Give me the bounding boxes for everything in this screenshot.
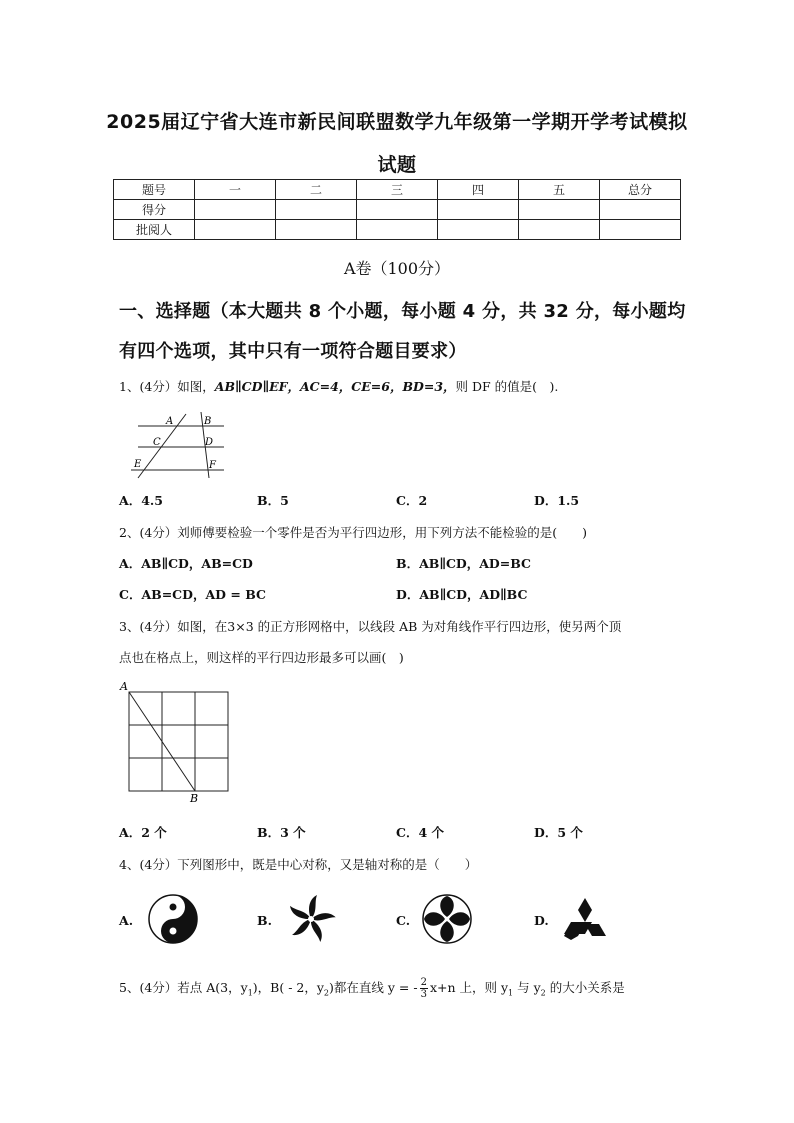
score-cell[interactable]	[357, 200, 438, 220]
header-cell: 五	[519, 180, 600, 200]
q3-option-a[interactable]: A．2 个	[119, 825, 167, 840]
q1-option-b[interactable]: B．5	[257, 493, 289, 508]
label-c: C	[153, 437, 161, 448]
q1-suffix: 则 DF 的值是( ).	[455, 379, 559, 394]
row-label: 批阅人	[114, 220, 195, 240]
label-d: D	[205, 437, 214, 448]
header-cell: 三	[357, 180, 438, 200]
header-cell: 题号	[114, 180, 195, 200]
q4-option-c[interactable]: C.	[396, 913, 411, 928]
q4-option-d[interactable]: D.	[534, 913, 549, 928]
header-cell: 总分	[600, 180, 681, 200]
label-a: A	[166, 416, 174, 427]
section-heading-line2: 有四个选项，其中只有一项符合题目要求）	[119, 341, 467, 362]
volume-label: A卷（100分）	[343, 259, 451, 278]
q1-prefix: 1、(4分）如图，	[119, 379, 215, 394]
score-table-header-row	[114, 180, 681, 200]
question-1	[119, 377, 558, 395]
q3-option-d[interactable]: D．5 个	[534, 825, 583, 840]
document-title-line1: 2025届辽宁省大连市新民间联盟数学九年级第一学期开学考试模拟	[106, 111, 688, 133]
q1-option-c[interactable]: C．2	[396, 493, 428, 508]
question-3-line1: 3、(4分）如图，在3×3 的正方形网格中，以线段 AB 为对角线作平行四边形，使另两个顶	[119, 619, 622, 634]
label-a: A	[120, 680, 128, 693]
q2-option-c[interactable]: C．AB=CD，AD = BC	[119, 587, 266, 602]
q5-sub1: 1	[247, 988, 253, 998]
question-3-line2: 点也在格点上，则这样的平行四边形最多可以画( )	[119, 650, 404, 665]
grid-border	[129, 692, 228, 791]
q5-text-part4: x+n 上，则 y	[429, 980, 509, 995]
label-b: B	[204, 416, 212, 427]
score-cell[interactable]	[519, 200, 600, 220]
three-diamond-logo-icon	[560, 896, 610, 942]
q3-option-c[interactable]: C．4 个	[396, 825, 444, 840]
grader-cell[interactable]	[438, 220, 519, 240]
q4-option-a[interactable]: A.	[119, 913, 134, 928]
grader-cell[interactable]	[519, 220, 600, 240]
question-4: 4、(4分）下列图形中，既是中心对称，又是轴对称的是（ ）	[119, 857, 478, 872]
q5-text-part2: )，B( - 2，y	[252, 980, 324, 995]
q3-grid-figure	[116, 678, 236, 808]
q2-option-d[interactable]: D．AB∥CD，AD∥BC	[396, 587, 528, 602]
score-cell[interactable]	[195, 200, 276, 220]
fraction-numerator: 2	[420, 977, 427, 988]
q5-sub2: 2	[323, 988, 329, 998]
question-2: 2、(4分）刘师傅要检验一个零件是否为平行四边形，用下列方法不能检验的是( )	[119, 525, 588, 540]
transversal-ace	[138, 414, 186, 478]
fraction-denominator: 3	[420, 989, 427, 1000]
q5-fraction	[420, 977, 428, 1000]
label-f: F	[209, 460, 216, 471]
score-cell[interactable]	[600, 200, 681, 220]
grader-cell[interactable]	[357, 220, 438, 240]
header-cell: 一	[195, 180, 276, 200]
q1-parallel-lines-figure	[128, 410, 228, 482]
grader-cell[interactable]	[600, 220, 681, 240]
pinwheel-icon	[285, 893, 337, 945]
four-petal-flower-icon	[421, 893, 473, 945]
yin-yang-icon	[147, 893, 199, 945]
q1-option-d[interactable]: D．1.5	[534, 493, 580, 508]
score-row	[114, 200, 681, 220]
q3-option-b[interactable]: B．3 个	[257, 825, 306, 840]
header-cell: 二	[276, 180, 357, 200]
q4-option-b[interactable]: B.	[257, 913, 272, 928]
label-b: B	[190, 792, 199, 805]
label-e: E	[134, 459, 142, 470]
section-heading-line1: 一、选择题（本大题共 8 个小题，每小题 4 分，共 32 分，每小题均	[119, 301, 686, 322]
q5-text-part6: 的大小关系是	[545, 980, 625, 995]
q2-option-a[interactable]: A．AB∥CD，AB=CD	[119, 556, 253, 571]
score-cell[interactable]	[276, 200, 357, 220]
q2-option-b[interactable]: B．AB∥CD，AD=BC	[396, 556, 531, 571]
question-5	[119, 977, 625, 1000]
row-label: 得分	[114, 200, 195, 220]
header-cell: 四	[438, 180, 519, 200]
score-table	[113, 179, 681, 240]
grader-cell[interactable]	[276, 220, 357, 240]
score-cell[interactable]	[438, 200, 519, 220]
q1-condition: AB∥CD∥EF，AC=4，CE=6，BD=3，	[214, 379, 456, 394]
q5-sub3: 1	[508, 988, 514, 998]
document-title-line2: 试题	[377, 154, 417, 176]
grader-cell[interactable]	[195, 220, 276, 240]
q5-sub4: 2	[540, 988, 546, 998]
grader-row	[114, 220, 681, 240]
q5-text-part3: )都在直线 y = -	[329, 980, 418, 995]
q5-text-part1: 5、(4分）若点 A(3，y	[119, 980, 248, 995]
q1-option-a[interactable]: A．4.5	[119, 493, 163, 508]
q5-text-part5: 与 y	[513, 980, 541, 995]
